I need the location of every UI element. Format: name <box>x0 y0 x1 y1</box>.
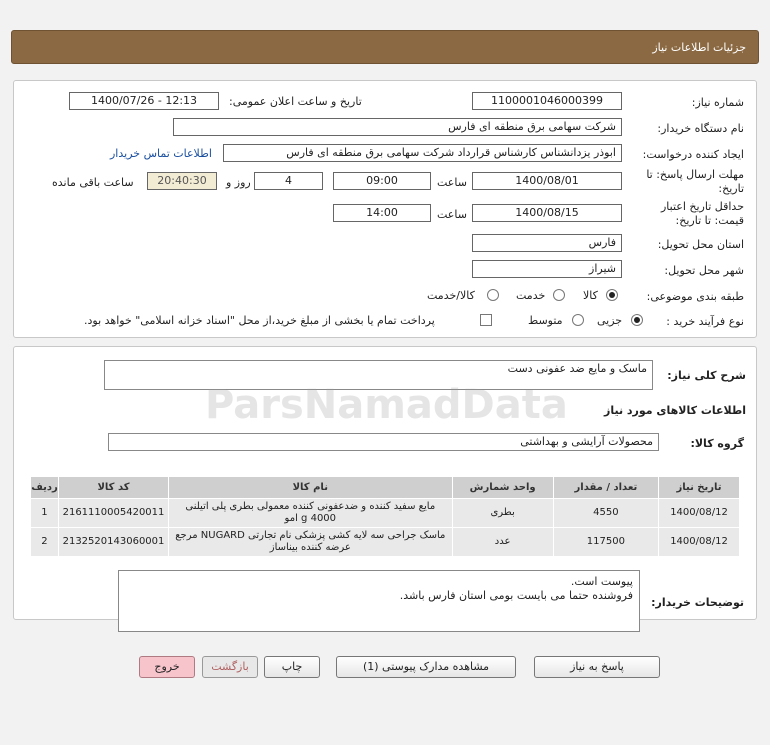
col-row-number: ردیف <box>31 477 59 499</box>
payment-note: پرداخت تمام یا بخشی از مبلغ خرید،از محل "اسناد خزانه اسلامی" خواهد بود. <box>84 314 435 327</box>
category-radio-service[interactable] <box>553 289 565 301</box>
deadline-label-1: مهلت ارسال پاسخ: تا <box>646 168 744 181</box>
items-table <box>30 476 740 557</box>
cell-unit: بطری <box>452 499 553 528</box>
validity-label-2: قیمت: تا تاریخ: <box>675 214 744 227</box>
col-item-code: کد کالا <box>58 477 168 499</box>
cell-unit: عدد <box>452 528 553 557</box>
process-radio-minor[interactable] <box>631 314 643 326</box>
buyer-notes-label: توضیحات خریدار: <box>651 596 744 609</box>
cell-item-name: مایع سفید کننده و ضدعفونی کننده معمولی بطری پلی اتیلنی 4000 g امو <box>169 499 452 528</box>
buyer-org-field: شرکت سهامی برق منطقه ای فارس <box>173 118 622 136</box>
cell-quantity: 117500 <box>553 528 658 557</box>
category-radio-goods[interactable] <box>606 289 618 301</box>
deadline-time-label: ساعت <box>437 176 467 189</box>
col-quantity: تعداد / مقدار <box>553 477 658 499</box>
buyer-notes-box <box>118 570 640 632</box>
category-option-goods-service: کالا/خدمت <box>427 289 475 302</box>
group-label: گروه کالا: <box>690 437 744 450</box>
remaining-time-field: 20:40:30 <box>147 172 217 190</box>
province-field: فارس <box>472 234 622 252</box>
cell-row-number: 2 <box>31 528 59 557</box>
exit-button[interactable]: خروج <box>139 656 195 678</box>
validity-time-label: ساعت <box>437 208 467 221</box>
buyer-notes-line-2: فروشنده حتما می بایست بومی استان فارس باشد. <box>399 589 633 602</box>
validity-label-1: حداقل تاریخ اعتبار <box>660 200 744 213</box>
cell-row-number: 1 <box>31 499 59 528</box>
page-header <box>11 30 759 64</box>
group-field: محصولات آرایشی و بهداشتی <box>108 433 659 451</box>
remaining-label: ساعت باقی مانده <box>52 176 134 189</box>
days-field: 4 <box>254 172 323 190</box>
validity-date-field: 1400/08/15 <box>472 204 622 222</box>
category-option-goods: کالا <box>583 289 598 302</box>
cell-item-name: ماسک جراحی سه لایه کشی پزشکی نام تجارتی NUGARD مرجع عرضه کننده بیناساز <box>169 528 452 557</box>
table-row <box>31 499 740 528</box>
buyer-org-label: نام دستگاه خریدار: <box>657 122 744 135</box>
col-need-date: تاریخ نیاز <box>659 477 740 499</box>
watermark-logo: ParsNamadData <box>205 382 568 428</box>
treasury-checkbox[interactable] <box>480 314 492 326</box>
goods-info-title: اطلاعات کالاهای مورد نیاز <box>604 404 746 417</box>
deadline-label-2: تاریخ: <box>718 182 744 195</box>
category-radio-goods-service[interactable] <box>487 289 499 301</box>
cell-quantity: 4550 <box>553 499 658 528</box>
need-number-label: شماره نیاز: <box>691 96 744 109</box>
col-unit: واحد شمارش <box>452 477 553 499</box>
view-attachments-button[interactable]: مشاهده مدارک پیوستی (1) <box>336 656 516 678</box>
deadline-date-field: 1400/08/01 <box>472 172 622 190</box>
page-title: جزئیات اطلاعات نیاز <box>652 41 746 54</box>
summary-label: شرح کلی نیاز: <box>667 369 746 382</box>
cell-item-code: 2161110005420011 <box>58 499 168 528</box>
cell-need-date: 1400/08/12 <box>659 528 740 557</box>
announce-field: 1400/07/26 - 12:13 <box>69 92 219 110</box>
deadline-time-field: 09:00 <box>333 172 431 190</box>
cell-need-date: 1400/08/12 <box>659 499 740 528</box>
table-row <box>31 528 740 557</box>
summary-field: ماسک و مایع ضد عفونی دست <box>104 360 653 390</box>
back-button[interactable]: بازگشت <box>202 656 258 678</box>
process-radio-medium[interactable] <box>572 314 584 326</box>
city-label: شهر محل تحویل: <box>664 264 744 277</box>
cell-item-code: 2132520143060001 <box>58 528 168 557</box>
need-number-field: 1100001046000399 <box>472 92 622 110</box>
validity-time-field: 14:00 <box>333 204 431 222</box>
print-button[interactable]: چاپ <box>264 656 320 678</box>
category-label: طبقه بندی موضوعی: <box>646 290 744 303</box>
process-label: نوع فرآیند خرید : <box>666 315 744 328</box>
col-item-name: نام کالا <box>169 477 452 499</box>
table-header-row <box>31 477 740 499</box>
buyer-notes-line-1: پیوست است. <box>570 575 633 588</box>
requester-field: ابوذر یزدانشناس کارشناس قرارداد شرکت سهامی برق منطقه ای فارس <box>223 144 622 162</box>
province-label: استان محل تحویل: <box>657 238 744 251</box>
category-option-service: خدمت <box>516 289 546 302</box>
respond-button[interactable]: پاسخ به نیاز <box>534 656 660 678</box>
buyer-contact-link[interactable]: اطلاعات تماس خریدار <box>110 147 212 160</box>
days-label: روز و <box>226 176 251 189</box>
process-option-minor: جزیی <box>597 314 623 327</box>
requester-label: ایجاد کننده درخواست: <box>642 148 744 161</box>
process-option-medium: متوسط <box>528 314 563 327</box>
announce-label: تاریخ و ساعت اعلان عمومی: <box>229 95 362 108</box>
city-field: شیراز <box>472 260 622 278</box>
